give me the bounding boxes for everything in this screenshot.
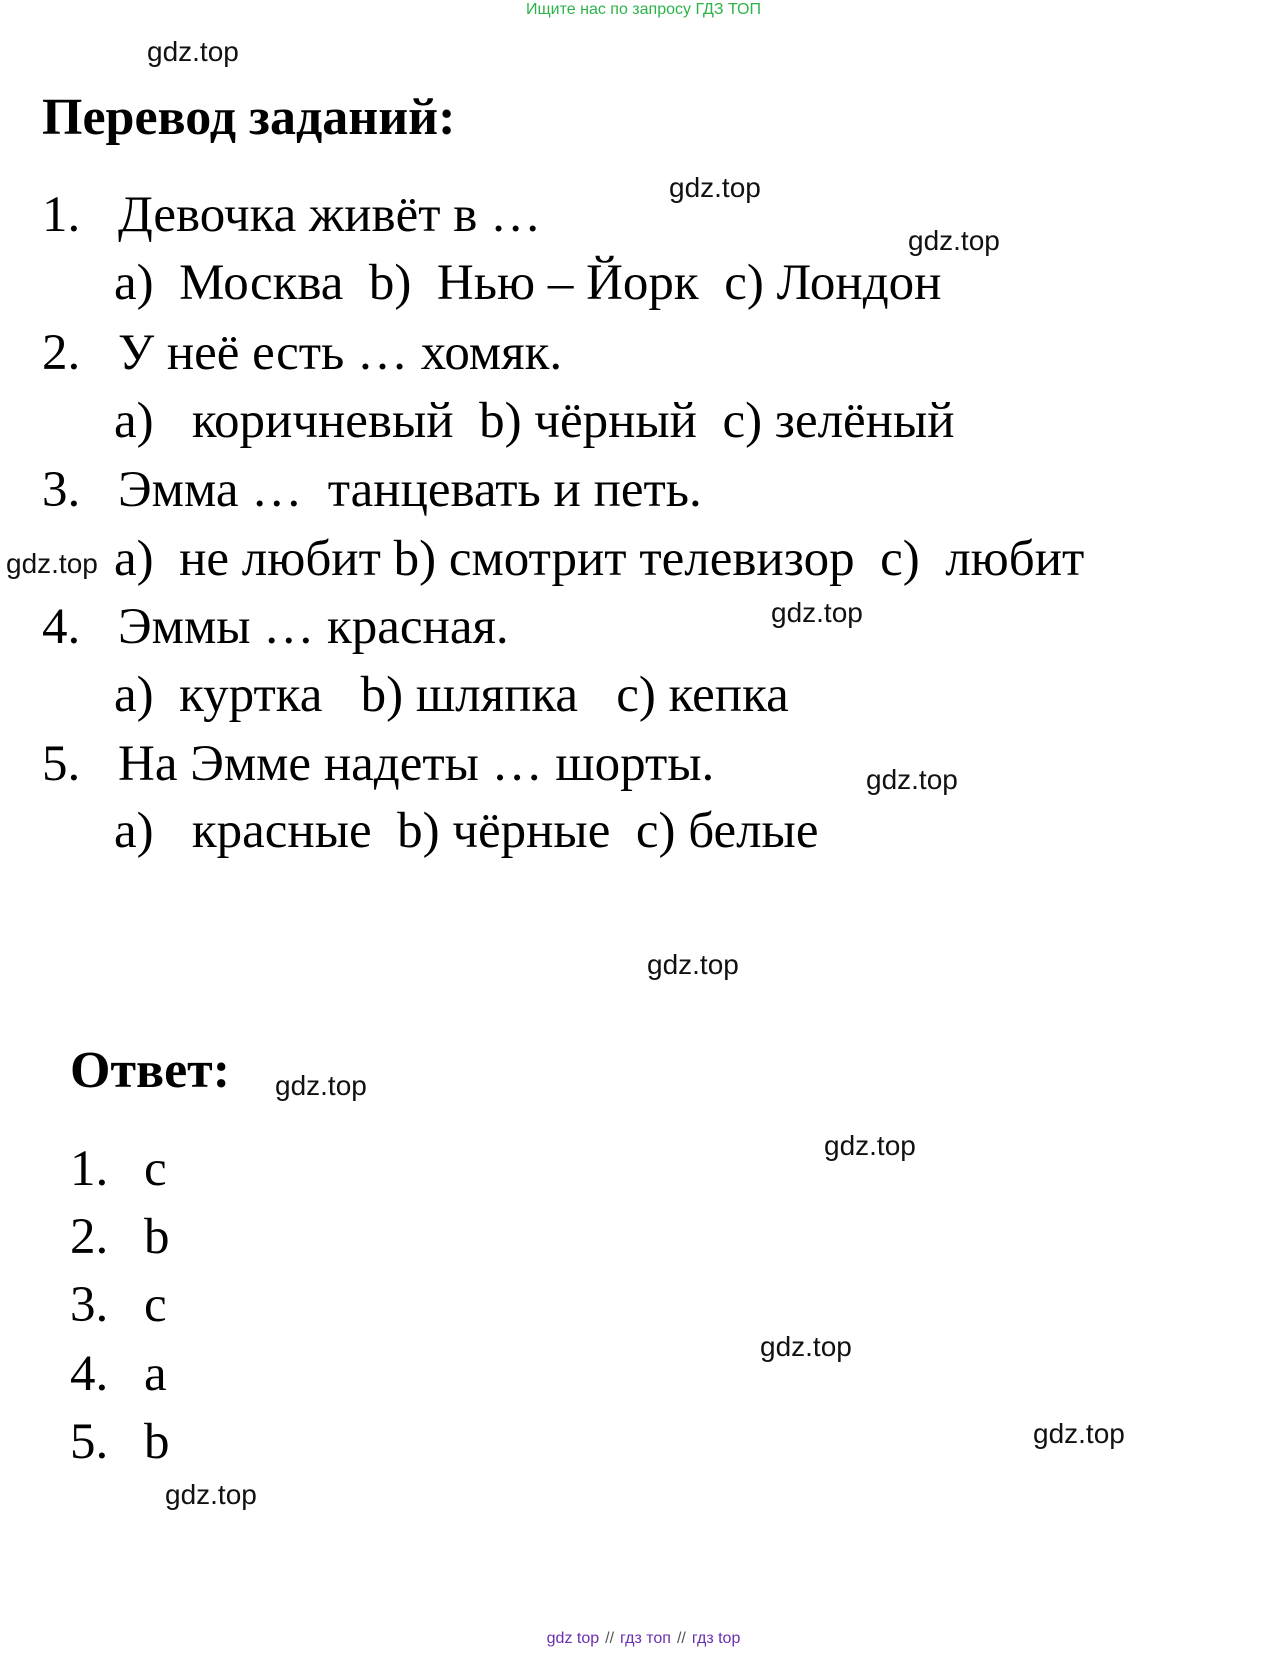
question-number: 4.	[42, 599, 81, 655]
answer-3	[70, 1276, 167, 1334]
question-5-options: a) красные b) чёрные c) белые	[114, 803, 819, 859]
question-4	[42, 598, 509, 656]
question-5	[42, 735, 714, 793]
answer-5	[70, 1413, 170, 1471]
watermark: gdz.top	[669, 172, 761, 203]
footer-link-gdz-top-ru[interactable]: гдз топ	[620, 1630, 671, 1647]
watermark: gdz.top	[6, 548, 98, 579]
answer-value: c	[144, 1141, 167, 1197]
answer-number: 2.	[70, 1209, 109, 1265]
question-1-options: a) Москва b) Нью – Йорк c) Лондон	[114, 255, 942, 311]
watermark: gdz.top	[275, 1070, 367, 1101]
watermark: gdz.top	[908, 225, 1000, 256]
answer-heading: Ответ:	[70, 1042, 231, 1099]
watermark: gdz.top	[165, 1479, 257, 1510]
answer-number: 5.	[70, 1414, 109, 1470]
footer-separator: //	[676, 1630, 686, 1647]
question-number: 5.	[42, 736, 81, 792]
question-number: 3.	[42, 462, 81, 518]
answer-1	[70, 1140, 167, 1198]
question-text: Эммы … красная.	[118, 599, 509, 655]
question-2	[42, 324, 562, 382]
translation-heading: Перевод заданий:	[42, 89, 456, 146]
watermark: gdz.top	[647, 949, 739, 980]
footer-link-gdz-top[interactable]: gdz top	[546, 1630, 600, 1647]
question-text: На Эмме надеты … шорты.	[118, 736, 715, 792]
answer-number: 1.	[70, 1141, 109, 1197]
answer-4	[70, 1345, 167, 1403]
question-text: Девочка живёт в …	[118, 187, 542, 243]
watermark: gdz.top	[1033, 1418, 1125, 1449]
question-text: Эмма … танцевать и петь.	[118, 462, 702, 518]
question-number: 2.	[42, 325, 81, 381]
answer-value: b	[144, 1209, 170, 1265]
question-3	[42, 461, 702, 519]
answer-number: 3.	[70, 1277, 109, 1333]
footer	[0, 1630, 1287, 1648]
watermark: gdz.top	[760, 1331, 852, 1362]
question-number: 1.	[42, 187, 81, 243]
watermark: gdz.top	[771, 597, 863, 628]
answer-number: 4.	[70, 1346, 109, 1402]
answer-value: c	[144, 1277, 167, 1333]
watermark: gdz.top	[147, 36, 239, 67]
footer-link-gdz-top-mixed[interactable]: гдз top	[691, 1630, 741, 1647]
question-2-options: a) коричневый b) чёрный c) зелёный	[114, 393, 955, 449]
question-1	[42, 186, 541, 244]
answer-value: a	[144, 1346, 167, 1402]
question-text: У неё есть … хомяк.	[118, 325, 563, 381]
watermark: gdz.top	[824, 1130, 916, 1161]
answer-value: b	[144, 1414, 170, 1470]
watermark: gdz.top	[866, 764, 958, 795]
answer-2	[70, 1208, 170, 1266]
footer-separator: //	[605, 1630, 615, 1647]
question-4-options: a) куртка b) шляпка c) кепка	[114, 667, 789, 723]
question-3-options: a) не любит b) смотрит телевизор c) любит	[114, 531, 1085, 587]
top-banner[interactable]: Ищите нас по запросу ГДЗ ТОП	[526, 1, 761, 18]
